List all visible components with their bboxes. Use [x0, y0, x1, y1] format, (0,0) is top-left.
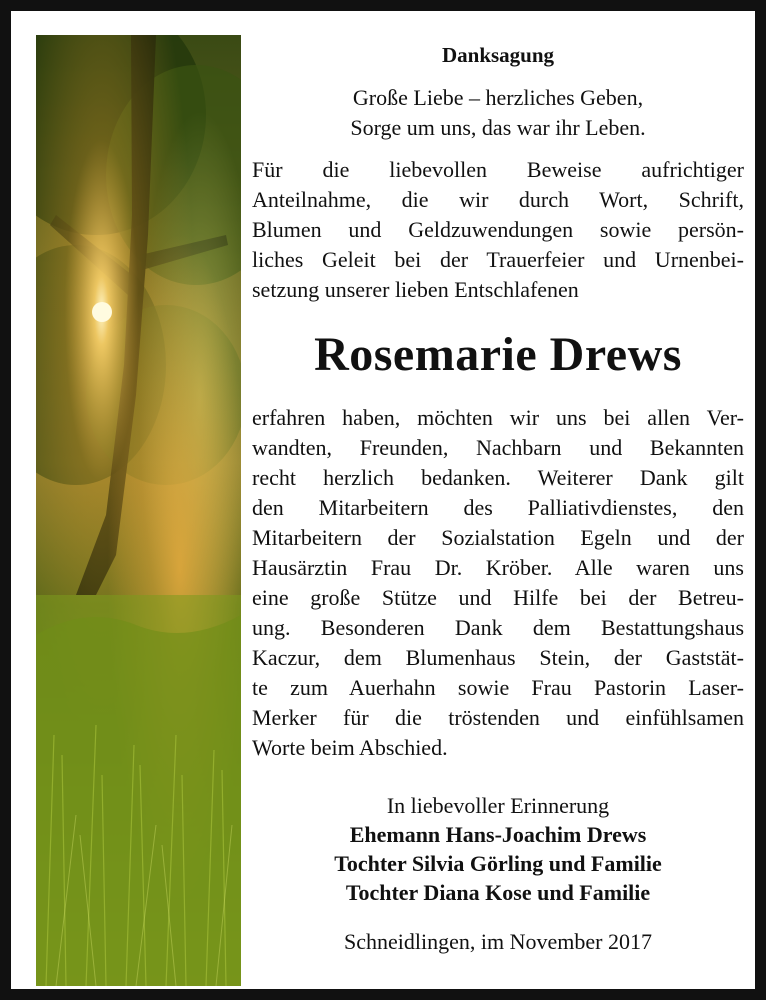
paragraph-line: ung. Besonderen Dank dem Bestattungshaus — [252, 615, 744, 640]
verse — [252, 83, 744, 143]
paragraph-line: liches Geleit bei der Trauerfeier und Urnenbei- — [252, 247, 744, 272]
paragraph-line: Worte beim Abschied. — [252, 735, 448, 760]
forest-sunlight-photo — [36, 35, 241, 986]
verse-line: Sorge um uns, das war ihr Leben. — [350, 115, 646, 140]
thanks-paragraph-main — [252, 403, 744, 763]
signatory: Tochter Silvia Görling und Familie — [334, 851, 662, 876]
forest-photo-illustration — [36, 35, 241, 986]
closing-intro: In liebevoller Erinnerung — [386, 793, 610, 818]
paragraph-line: Kaczur, dem Blumenhaus Stein, der Gaststät- — [252, 645, 744, 670]
paragraph-line: Blumen und Geldzuwendungen sowie persön- — [252, 217, 744, 242]
paragraph-line: Merker für die tröstenden und einfühlsamen — [252, 705, 744, 730]
notice-heading: Danksagung — [441, 43, 555, 67]
place-date: Schneidlingen, im November 2017 — [344, 929, 652, 954]
paragraph-line: Für die liebevollen Beweise aufrichtiger — [252, 157, 744, 182]
paragraph-line: den Mitarbeitern des Palliativdienstes, den — [252, 495, 744, 520]
paragraph-line: Hausärztin Frau Dr. Kröber. Alle waren uns — [252, 555, 744, 580]
paragraph-line: setzung unserer lieben Entschlafenen — [252, 277, 579, 302]
thanks-paragraph-intro — [252, 155, 744, 305]
signatory: Ehemann Hans-Joachim Drews — [349, 822, 647, 847]
closing-block — [252, 791, 744, 907]
paragraph-line: wandten, Freunden, Nachbarn und Bekannten — [252, 435, 744, 460]
paragraph-line: Mitarbeitern der Sozialstation Egeln und der — [252, 525, 744, 550]
deceased-name: Rosemarie Drews — [314, 328, 682, 381]
paragraph-line: recht herzlich bedanken. Weiterer Dank gilt — [252, 465, 744, 490]
signatory: Tochter Diana Kose und Familie — [345, 880, 651, 905]
paragraph-line: te zum Auerhahn sowie Frau Pastorin Laser- — [252, 675, 744, 700]
verse-line: Große Liebe – herzliches Geben, — [352, 85, 644, 110]
notice-text — [252, 35, 744, 957]
paragraph-line: eine große Stütze und Hilfe bei der Betreu- — [252, 585, 744, 610]
paragraph-line: Anteilnahme, die wir durch Wort, Schrift, — [252, 187, 744, 212]
paragraph-line: erfahren haben, möchten wir uns bei allen Ver- — [252, 405, 744, 430]
